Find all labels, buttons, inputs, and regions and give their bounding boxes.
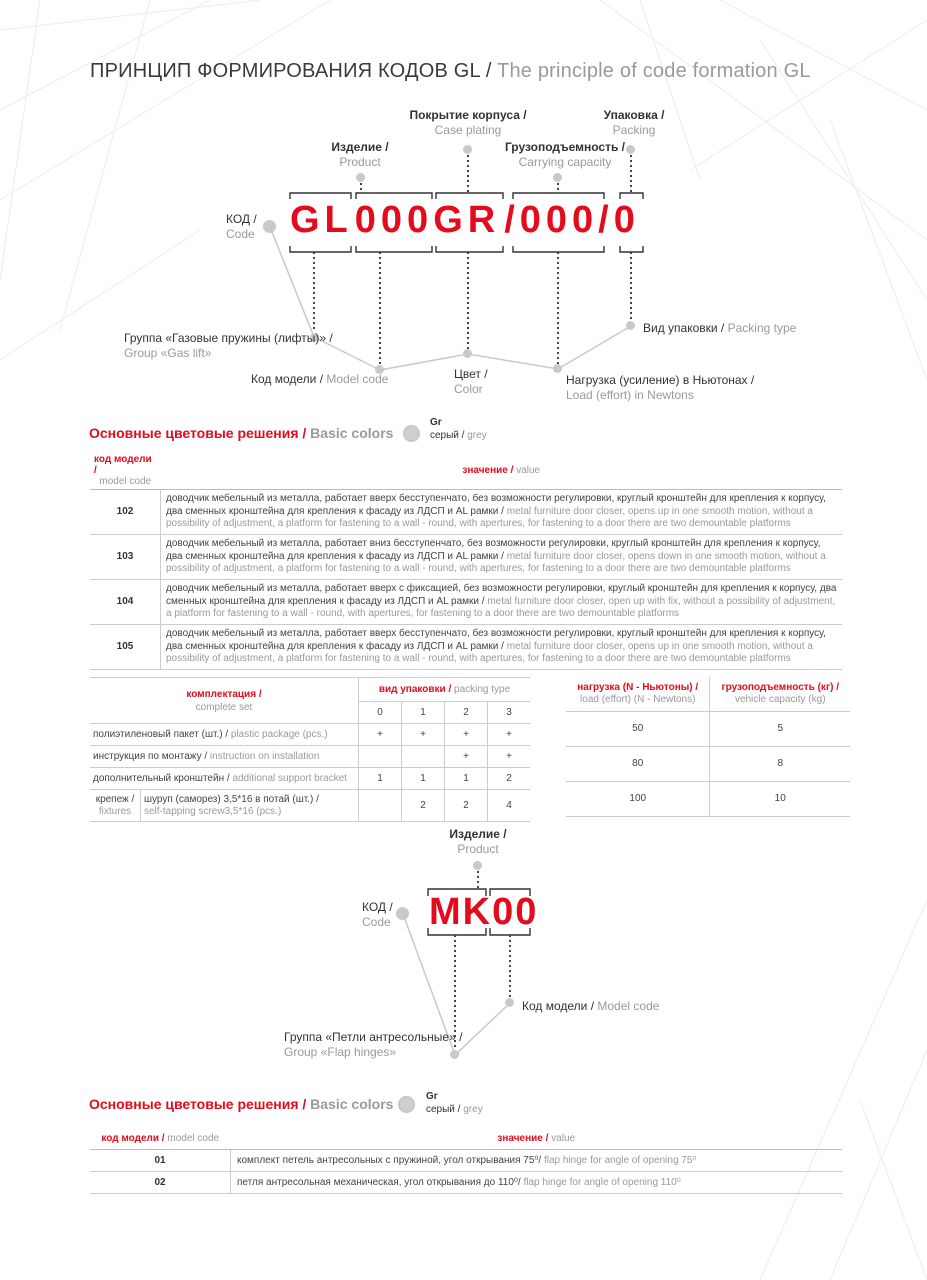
table-row	[90, 490, 842, 535]
gl-packtype-label	[643, 321, 796, 336]
load-header-col2-en: vehicle capacity (kg)	[734, 693, 826, 705]
gl-product-label	[320, 140, 400, 170]
gl-model-label-en: Model code	[326, 372, 389, 386]
swatch-en-1: grey	[467, 430, 487, 441]
swatch-ru-1: серый /	[430, 430, 468, 441]
gl-load-label-en: Load (effort) in Newtons	[566, 388, 694, 402]
complete-set-cell: +	[359, 724, 402, 746]
table-row	[90, 580, 842, 625]
complete-set-item-en: additional support bracket	[232, 773, 347, 784]
basic-colors-heading-1-ru: Основные цветовые решения /	[89, 425, 311, 441]
complete-set-cell: 1	[359, 768, 402, 790]
mk-product-dot	[473, 861, 482, 870]
hinge-header-value-ru: значение /	[497, 1132, 552, 1144]
gl-packing-label-en: Packing	[612, 123, 656, 137]
gl-color-label	[454, 367, 488, 397]
hinge-table-header	[90, 1127, 842, 1150]
gl-model-label	[251, 372, 388, 387]
gl-color-label-en: Color	[454, 382, 483, 396]
basic-colors-heading-2-en: Basic colors	[310, 1096, 394, 1112]
table-row	[566, 781, 850, 816]
page-title	[90, 60, 811, 83]
gl-segment-slash-1: /	[504, 199, 520, 241]
model-value-cell	[161, 580, 843, 625]
gl-segment-slash-2: /	[598, 199, 614, 241]
page-title-ru: ПРИНЦИП ФОРМИРОВАНИЯ КОДОВ GL /	[90, 60, 498, 82]
models-header-value-ru: значение /	[462, 465, 517, 476]
gl-packing-label-ru: Упаковка /	[603, 108, 665, 122]
complete-set-item-ru: инструкция по монтажу /	[93, 751, 210, 762]
capacity-cell: 5	[710, 711, 850, 746]
hinge-value-ru: комплект петель антресольных с пружиной, угол открывания 75⁰/	[237, 1155, 544, 1166]
complete-set-table	[90, 677, 530, 822]
load-header-col2	[710, 677, 850, 711]
complete-set-item	[90, 768, 359, 790]
hinge-value-cell	[231, 1150, 843, 1172]
complete-set-cell: 1	[445, 768, 488, 790]
complete-set-cell: 2	[445, 790, 488, 822]
capacity-cell: 8	[710, 746, 850, 781]
models-header-code	[90, 452, 161, 490]
gl-model-label-ru: Код модели /	[251, 372, 327, 386]
gl-code-dot	[263, 220, 276, 233]
complete-set-cell: +	[445, 746, 488, 768]
gl-color-label-ru: Цвет /	[454, 367, 488, 381]
packing-type-0: 0	[359, 702, 402, 724]
complete-set-header-row	[90, 678, 530, 702]
load-cell: 80	[566, 746, 710, 781]
table-row	[90, 746, 530, 768]
mk-group-label-ru: Группа «Петли антресольные» /	[284, 1030, 463, 1044]
packing-type-1: 1	[402, 702, 445, 724]
gl-plating-label-en: Case plating	[434, 123, 502, 137]
packing-type-header-en: packing type	[454, 684, 511, 695]
mk-product-label	[443, 827, 513, 857]
mk-product-label-ru: Изделие /	[449, 827, 507, 841]
complete-set-cell: +	[402, 724, 445, 746]
gl-capacity-label-ru: Грузоподъемность /	[504, 140, 626, 154]
hinge-header-code	[90, 1127, 231, 1150]
gl-capacity-dot	[553, 173, 562, 182]
load-header-col2-ru: грузоподъемность (кг) /	[721, 681, 839, 693]
table-row	[90, 724, 530, 746]
load-cell: 100	[566, 781, 710, 816]
table-row	[90, 1150, 842, 1172]
gl-plating-dot	[463, 145, 472, 154]
mk-segment-model: 00	[492, 891, 539, 933]
table-row	[90, 625, 842, 670]
hinge-table	[90, 1127, 842, 1194]
complete-set-cell: +	[488, 724, 531, 746]
hinge-value-en: flap hinge for angle of opening 75⁰	[543, 1155, 697, 1166]
models-header-code-ru: код модели /	[94, 454, 152, 476]
gl-load-dot	[553, 364, 562, 373]
fixtures-item	[141, 790, 359, 822]
gl-packtype-label-ru: Вид упаковки /	[643, 321, 728, 335]
mk-code-label-en: Code	[362, 915, 391, 929]
gl-plating-label-ru: Покрытие корпуса /	[409, 108, 527, 122]
basic-colors-heading-2-ru: Основные цветовые решения /	[89, 1096, 311, 1112]
swatch-en-2: grey	[463, 1104, 483, 1115]
load-header-col1-en: load (effort) (N - Newtons)	[580, 693, 696, 705]
gl-plating-label	[403, 108, 533, 138]
packing-type-header	[359, 678, 531, 702]
fixtures-item-ru: шуруп (саморез) 3,5*16 в потай (шт.) /	[144, 793, 319, 805]
complete-set-cell: 2	[488, 768, 531, 790]
model-code-cell: 103	[90, 535, 161, 580]
model-value-cell	[161, 490, 843, 535]
gl-capacity-label-en: Carrying capacity	[518, 155, 612, 169]
model-code-cell: 102	[90, 490, 161, 535]
basic-colors-heading-1-en: Basic colors	[310, 425, 394, 441]
models-table-header	[90, 452, 842, 490]
load-header-col1	[566, 677, 710, 711]
swatch-legend-1	[430, 416, 487, 442]
gl-group-label-en: Group «Gas lift»	[124, 346, 212, 360]
hinge-header-value-en: value	[551, 1132, 576, 1144]
gl-packtype-label-en: Packing type	[727, 321, 797, 335]
hinge-value-cell	[231, 1172, 843, 1194]
hinge-value-en: flap hinge for angle of opening 110⁰	[523, 1177, 681, 1188]
gl-segment-product: GL	[290, 199, 353, 241]
fixtures-item-en: self-tapping screw3,5*16 (pcs.)	[144, 805, 282, 817]
swatch-ru-2: серый /	[426, 1104, 464, 1115]
load-cell: 50	[566, 711, 710, 746]
gl-product-label-ru: Изделие /	[331, 140, 389, 154]
load-table-header	[566, 677, 850, 711]
mk-model-label-en: Model code	[597, 999, 660, 1013]
swatch-legend-2	[426, 1090, 483, 1116]
complete-set-item-en: instruction on installation	[209, 751, 320, 762]
gl-color-dot	[463, 349, 472, 358]
gl-group-label	[124, 331, 333, 361]
table-row	[90, 790, 530, 822]
complete-set-cell	[402, 746, 445, 768]
mk-model-label-ru: Код модели /	[522, 999, 598, 1013]
gl-group-label-ru: Группа «Газовые пружины (лифты)» /	[124, 331, 333, 345]
mk-model-label	[522, 999, 659, 1014]
fixtures-label-en: fixtures	[98, 805, 132, 817]
mk-model-dot	[505, 998, 514, 1007]
table-row	[90, 768, 530, 790]
complete-set-cell: +	[488, 746, 531, 768]
table-row	[566, 711, 850, 746]
mk-code-display	[429, 891, 538, 934]
table-row	[90, 1172, 842, 1194]
model-value-ru: доводчик мебельный из металла, работает вниз бесступенчато, без возможности регулировки, круглый кронштейн для крепления к корпусу, два сменных кронштейна для крепления к фасаду из ЛДСП и AL рамки /	[166, 538, 821, 562]
model-code-cell: 104	[90, 580, 161, 625]
gl-code-label	[226, 212, 257, 242]
gl-product-label-en: Product	[339, 155, 381, 169]
table-row	[90, 535, 842, 580]
load-header-col1-ru: нагрузка (N - Ньютоны) /	[577, 681, 699, 693]
gl-load-label-ru: Нагрузка (усиление) в Ньютонах /	[566, 373, 755, 387]
model-value-ru: доводчик мебельный из металла, работает вверх бесступенчато, без возможности регулировки, круглый кронштейн для крепления к корпусу, два сменных кронштейна для крепления к фасаду из ЛДСП и AL рамки /	[166, 628, 826, 652]
gl-packing-label	[594, 108, 674, 138]
complete-set-cell	[359, 746, 402, 768]
models-header-code-en: model code	[99, 476, 152, 487]
gl-segment-model: 000	[354, 199, 434, 241]
model-value-cell	[161, 625, 843, 670]
complete-set-cell: 1	[402, 768, 445, 790]
mk-code-dot	[396, 907, 409, 920]
complete-set-item-ru: дополнительный кронштейн /	[93, 773, 233, 784]
color-swatch-grey-1	[403, 425, 420, 442]
hinge-value-ru: петля антресольная механическая, угол открывания до 110⁰/	[237, 1177, 524, 1188]
mk-group-label	[284, 1030, 462, 1060]
complete-set-cell: +	[445, 724, 488, 746]
complete-set-item	[90, 724, 359, 746]
gl-code-label-en: Code	[226, 227, 255, 241]
complete-set-header-en: complete set	[195, 701, 253, 713]
basic-colors-heading-2	[89, 1096, 393, 1112]
models-header-value	[161, 452, 843, 490]
packing-type-2: 2	[445, 702, 488, 724]
gl-segment-color: GR	[433, 199, 501, 241]
gl-packtype-dot	[626, 321, 635, 330]
complete-set-cell	[359, 790, 402, 822]
swatch-code-1: Gr	[430, 417, 442, 428]
load-table	[566, 677, 850, 817]
model-value-en: metal furniture door closer, opens up in one smooth motion, without a possibility of adjustment, a platform for fastening to a wall - round, with apertures, for fastening to a door there are two demountable platforms	[166, 505, 813, 530]
complete-set-header-ru: комплектация /	[186, 688, 262, 700]
mk-segment-product: MK	[429, 891, 493, 933]
complete-set-cell: 4	[488, 790, 531, 822]
complete-set-header	[90, 678, 359, 724]
color-swatch-grey-2	[398, 1096, 415, 1113]
model-value-ru: доводчик мебельный из металла, работает вверх бесступенчато, без возможности регулировки, круглый кронштейн для крепления к корпусу, два сменных кронштейна для крепления к фасаду из ЛДСП и AL рамки /	[166, 493, 826, 517]
swatch-code-2: Gr	[426, 1091, 438, 1102]
basic-colors-heading-1	[89, 425, 393, 441]
capacity-cell: 10	[710, 781, 850, 816]
table-row	[566, 746, 850, 781]
models-header-value-en: value	[516, 465, 541, 476]
model-value-en: metal furniture door closer, opens up in one smooth motion, without a possibility of adjustment, a platform for fastening to a wall - round, with apertures, for fastening to a door there are two demountable platforms	[166, 640, 813, 665]
mk-product-label-en: Product	[457, 842, 499, 856]
gl-segment-load: 000	[519, 199, 599, 241]
packing-type-3: 3	[488, 702, 531, 724]
packing-type-header-ru: вид упаковки /	[378, 684, 455, 695]
gl-code-display	[290, 199, 640, 242]
model-value-cell	[161, 535, 843, 580]
complete-set-item-ru: полиэтиленовый пакет (шт.) /	[93, 729, 231, 740]
complete-set-item-en: plastic package (pcs.)	[230, 729, 328, 740]
gl-load-label	[566, 373, 754, 403]
page-title-en: The principle of code formation GL	[497, 60, 811, 82]
gl-code-label-ru: КОД /	[226, 212, 257, 226]
complete-set-item	[90, 746, 359, 768]
fixtures-label	[90, 790, 141, 822]
hinge-header-value	[231, 1127, 843, 1150]
model-value-en: metal furniture door closer, opens down in one smooth motion, without a possibility of adjustment, a platform for fastening to a wall - round, with apertures, for fastening to a door there are two demountable platforms	[166, 550, 826, 575]
mk-code-label-ru: КОД /	[362, 900, 393, 914]
model-value-en: metal furniture door closer, open up with fix, without a possibility of adjustment, a platform for fastening to a wall - round, with apertures, for fastening to a door there are two demountable platforms	[166, 595, 836, 620]
hinge-code-cell: 01	[90, 1150, 231, 1172]
gl-segment-packing: 0	[613, 199, 640, 241]
mk-code-label	[362, 900, 393, 930]
gl-product-dot	[356, 173, 365, 182]
model-value-ru: доводчик мебельный из металла, работает вверх с фиксацией, без возможности регулировки, круглый кронштейн для крепления к корпусу, два сменных кронштейна для крепления к фасаду из ЛДСП и AL рамки /	[166, 583, 837, 607]
gl-capacity-label	[500, 140, 630, 170]
models-table	[90, 452, 842, 670]
hinge-code-cell: 02	[90, 1172, 231, 1194]
gl-dotted-guides	[314, 150, 631, 366]
hinge-header-code-ru: код модели /	[101, 1132, 168, 1144]
hinge-header-code-en: model code	[167, 1132, 220, 1144]
complete-set-cell: 2	[402, 790, 445, 822]
mk-group-label-en: Group «Flap hinges»	[284, 1045, 397, 1059]
fixtures-label-ru: крепеж /	[95, 793, 135, 805]
model-code-cell: 105	[90, 625, 161, 670]
